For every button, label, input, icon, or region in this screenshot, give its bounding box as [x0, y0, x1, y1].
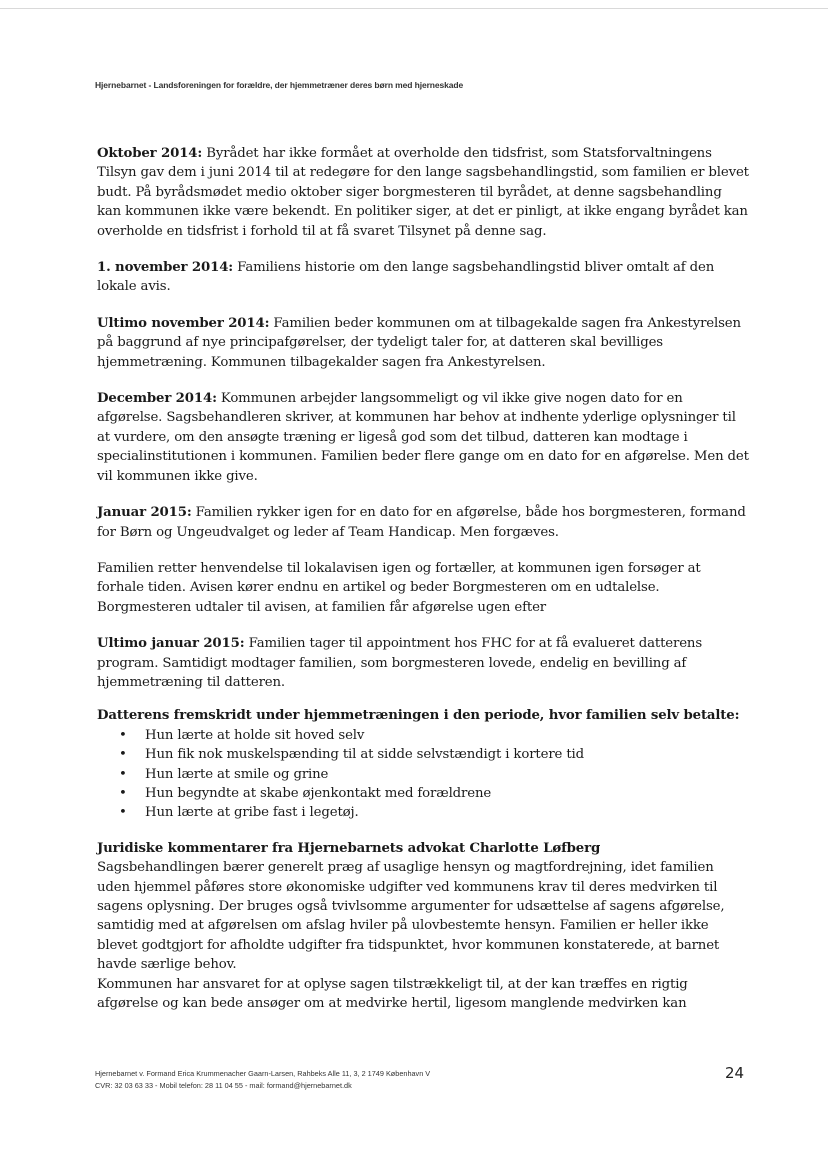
legal-section-title: Juridiske kommentarer fra Hjernebarnets advokat Charlotte Løfberg	[97, 840, 601, 856]
paragraph-date-label: 1. november 2014:	[97, 260, 234, 276]
legal-paragraph: Kommunen har ansvaret for at oplyse sagen tilstrækkeligt til, at der kan træffes en rigtig afgørelse og kan bede ansøger om at medvirke hertil, ligesom manglende medvirken kan	[97, 976, 688, 1012]
paragraph-text: Kommunen arbejder langsommeligt og vil ikke give nogen dato for en afgørelse. Sagsbehandleren skriver, at kommunen har behov at indhente yderlige oplysninger til at vurdere, om den ansøgte træning er ligeså god som det tilbud, datteren kan modtage i specialinstitutionen i kommunen. Familien beder flere gange om en dato for en afgørelse. Men det vil kommunen ikke give.	[97, 391, 749, 484]
paragraph-text: Familiens historie om den lange sagsbehandlingstid bliver omtalt af den lokale avis.	[97, 260, 715, 295]
paragraph-januar-2015	[97, 503, 749, 542]
bullet-icon: •	[119, 805, 127, 821]
paragraph-ultimo-november-2014	[97, 314, 749, 372]
paragraph-date-label: Ultimo januar 2015:	[97, 636, 245, 652]
paragraph-december-2014	[97, 389, 749, 486]
page-number: 24	[725, 1064, 745, 1082]
list-item	[97, 726, 749, 745]
list-item-text: Hun lærte at smile og grine	[145, 766, 329, 782]
bullet-icon: •	[119, 766, 127, 782]
paragraph-text: Byrådet har ikke formået at overholde den tidsfrist, som Statsforvaltningens Tilsyn gav dem i juni 2014 til at redegøre for den lange sagsbehandlingstid, som familien er blevet budt. På byrådsmødet medio oktober siger borgmesteren til byrådet, at denne sagsbehandling kan kommunen ikke være bekendt. En politiker siger, at det er pinligt, at ikke engang byrådet kan overholde en tidsfrist i forhold til at få svaret Tilsynet på denne sag.	[97, 146, 749, 239]
list-item-text: Hun lærte at gribe fast i legetøj.	[145, 805, 359, 821]
list-item-text: Hun fik nok muskelspænding til at sidde selvstændigt i kortere tid	[145, 747, 584, 763]
legal-section	[97, 839, 749, 1014]
list-item-text: Hun begyndte at skabe øjenkontakt med forældrene	[145, 785, 492, 801]
footer-address: Hjernebarnet v. Formand Erica Krummenacher Gaarn-Larsen, Rahbeks Alle 11, 3, 2 1749 København V	[95, 1069, 431, 1078]
footer-contact: CVR: 32 03 63 33 - Mobil telefon: 28 11 04 55 - mail: formand@hjernebarnet.dk	[95, 1081, 352, 1090]
progress-section	[97, 706, 749, 822]
bullet-icon: •	[119, 727, 127, 743]
paragraph-date-label: Ultimo november 2014:	[97, 315, 270, 331]
paragraph-lokalavisen	[97, 559, 749, 617]
paragraph-oktober-2014	[97, 144, 749, 241]
paragraph-date-label: Januar 2015:	[97, 505, 192, 521]
paragraph-november-2014	[97, 258, 749, 297]
list-item	[97, 784, 749, 803]
progress-section-title: Datterens fremskridt under hjemmetræningen i den periode, hvor familien selv betalte:	[97, 708, 740, 724]
running-header: Hjernebarnet - Landsforeningen for forældre, der hjemmetræner deres børn med hjerneskade	[95, 80, 464, 90]
document-body	[97, 144, 749, 1013]
progress-list	[97, 726, 749, 823]
list-item	[97, 765, 749, 784]
paragraph-text: Familien rykker igen for en dato for en afgørelse, både hos borgmesteren, formand for Børn og Ungeudvalget og leder af Team Handicap. Men forgæves.	[97, 505, 746, 540]
legal-paragraph: Sagsbehandlingen bærer generelt præg af usaglige hensyn og magtfordrejning, idet familien uden hjemmel påføres store økonomiske udgifter ved kommunens krav til deres medvirken til sagens oplysning. Der bruges også tvivlsomme argumenter for udsættelse af sagens afgørelse, samtidig med at afgørelsen om afslag hviler på ulovbestemte hensyn. Familien er heller ikke blevet godtgjort for afholdte udgifter fra tidspunktet, hvor kommunen konstaterede, at barnet havde særlige behov.	[97, 860, 725, 973]
bullet-icon: •	[119, 747, 127, 763]
paragraph-text: Familien beder kommunen om at tilbagekalde sagen fra Ankestyrelsen på baggrund af nye principafgørelser, der tydeligt taler for, at datteren skal bevilliges hjemmetræning. Kommunen tilbagekalder sagen fra Ankestyrelsen.	[97, 315, 741, 370]
paragraph-date-label: December 2014:	[97, 391, 217, 407]
list-item-text: Hun lærte at holde sit hoved selv	[145, 727, 365, 743]
paragraph-text: Familien retter henvendelse til lokalavisen igen og fortæller, at kommunen igen forsøger at forhale tiden. Avisen kører endnu en artikel og beder Borgmesteren om en udtalelse. Borgmesteren udtaler til avisen, at familien får afgørelse ugen efter	[97, 560, 701, 615]
list-item	[97, 745, 749, 764]
paragraph-date-label: Oktober 2014:	[97, 146, 203, 161]
bullet-icon: •	[119, 785, 127, 801]
paragraph-ultimo-januar-2015	[97, 634, 749, 692]
page-footer	[95, 1068, 430, 1092]
top-rule	[0, 8, 828, 9]
list-item	[97, 803, 749, 822]
paragraph-text: Familien tager til appointment hos FHC for at få evalueret datterens program. Samtidigt modtager familien, som borgmesteren lovede, endelig en bevilling af hjemmetræning til datteren.	[97, 636, 703, 690]
